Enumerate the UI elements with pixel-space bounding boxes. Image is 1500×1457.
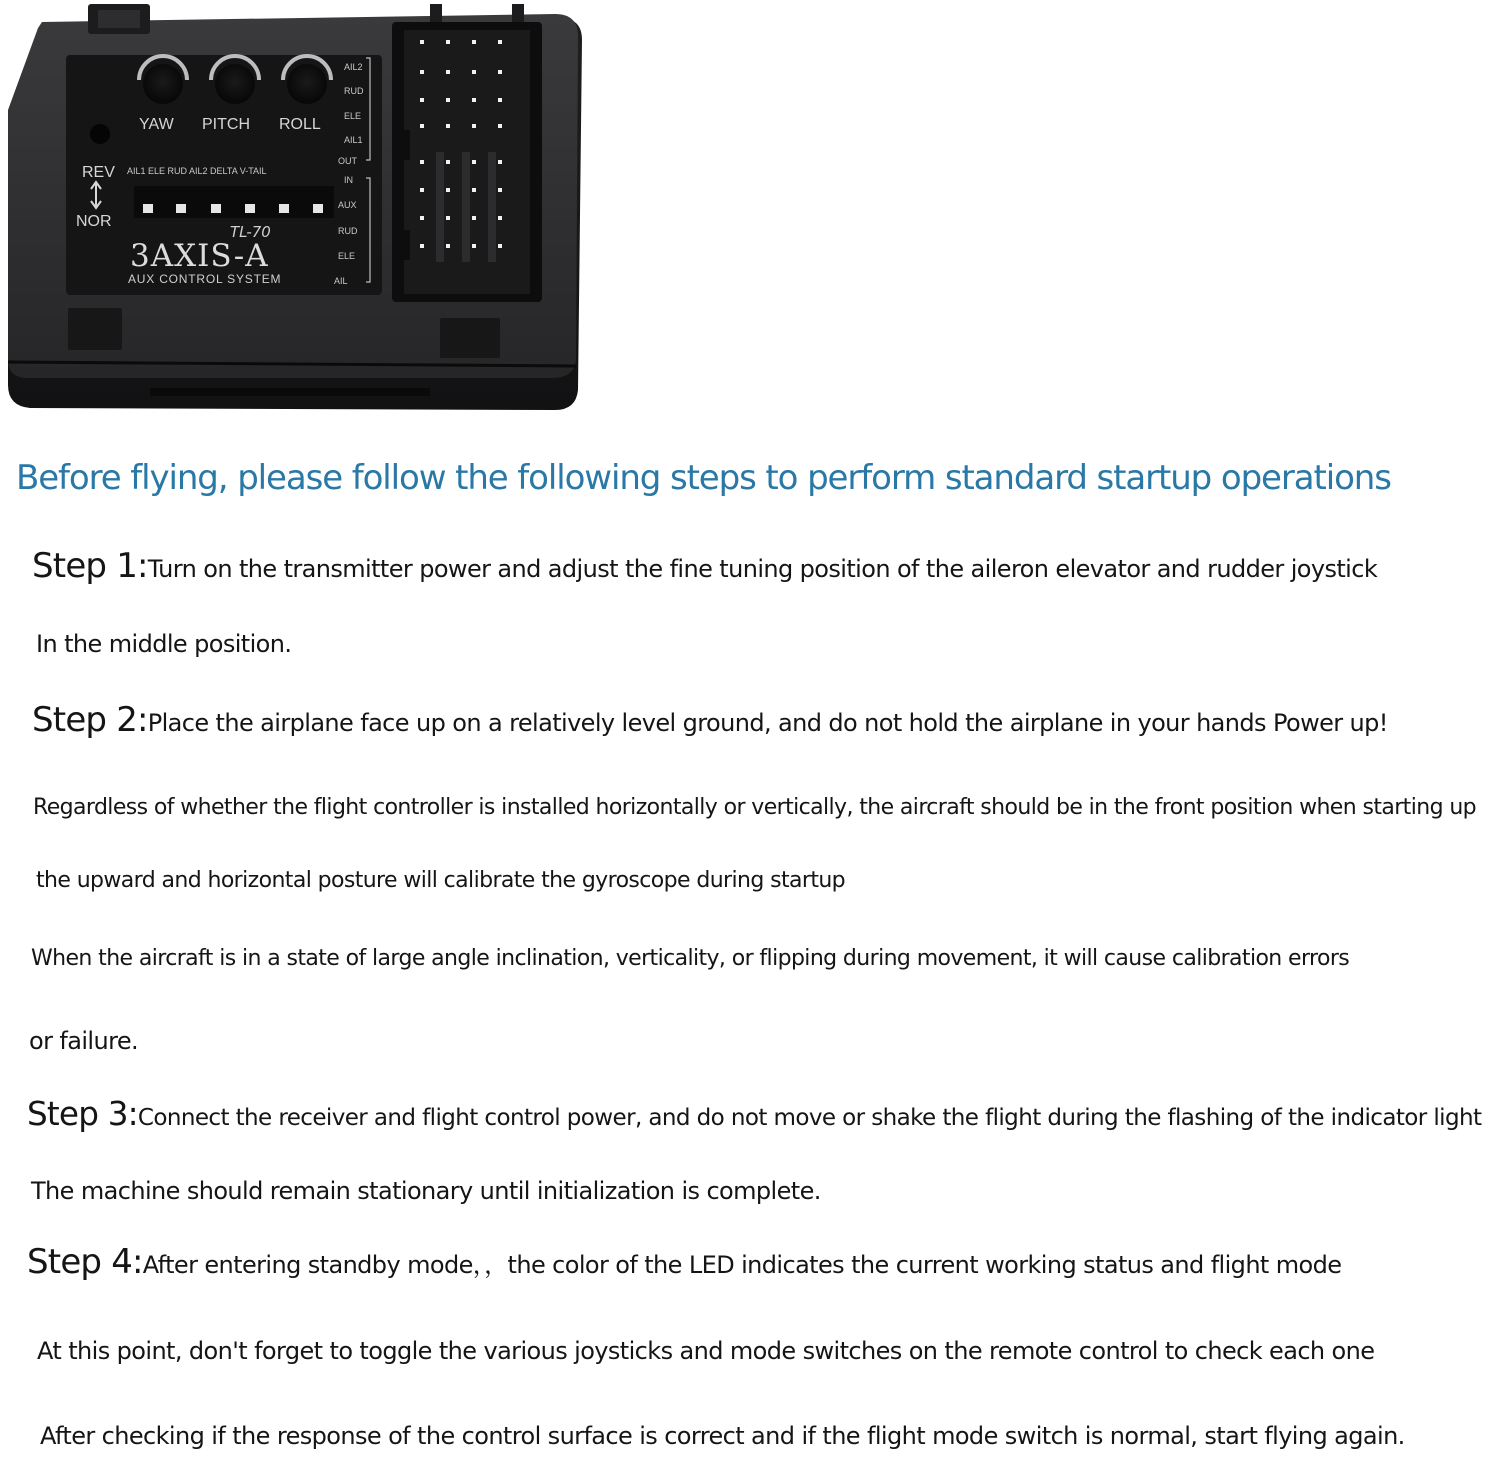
model-label: TL-70 <box>230 223 271 241</box>
step-4 <box>27 1242 1341 1282</box>
in-label-rud: RUD <box>338 226 358 236</box>
page-title: Before flying, please follow the following steps to perform standard startup operations <box>16 458 1391 498</box>
step-3-text: Connect the receiver and flight control power, and do not move or shake the flight during the flashing of the indicator light <box>137 1105 1482 1131</box>
system-subtitle: AUX CONTROL SYSTEM <box>128 272 282 286</box>
in-label-ele: ELE <box>338 251 356 261</box>
out-group-label: OUT <box>338 156 357 166</box>
step-3-continuation: The machine should remain stationary until initialization is complete. <box>31 1177 821 1205</box>
step-4-label: Step 4: <box>27 1242 143 1282</box>
step-3-label: Step 3: <box>27 1095 138 1133</box>
in-label-ail: AIL <box>334 276 348 286</box>
in-group-label: IN <box>344 175 353 185</box>
step-2-line-4: or failure. <box>29 1027 139 1055</box>
step-4-text: After entering standby mode，，the color of the LED indicates the current working status and flight mode <box>142 1251 1342 1279</box>
in-label-aux: AUX <box>338 200 357 210</box>
step-4-line-2: After checking if the response of the control surface is correct and if the flight mode switch is normal, start flying again. <box>40 1422 1405 1450</box>
rev-label: REV <box>82 164 115 181</box>
dip-switch-bank <box>134 186 334 218</box>
pin-header-connector <box>392 22 542 302</box>
step-3 <box>27 1095 1481 1133</box>
knob-label-roll: ROLL <box>279 116 321 133</box>
out-label-rud: RUD <box>344 86 364 96</box>
step-2-line-1: Regardless of whether the flight controller is installed horizontally or vertically, the aircraft should be in the front position when starting up <box>33 795 1477 820</box>
step-1-label: Step 1: <box>32 546 148 586</box>
step-1-text: Turn on the transmitter power and adjust the fine tuning position of the aileron elevator and rudder joystick <box>147 555 1378 583</box>
out-label-ele: ELE <box>344 111 362 121</box>
brand-logo: 3AXIS-A <box>130 238 269 274</box>
out-label-ail1: AIL1 <box>344 135 363 145</box>
out-label-ail2: AIL2 <box>344 62 363 72</box>
step-2-line-2: the upward and horizontal posture will calibrate the gyroscope during startup <box>36 868 846 893</box>
step-2-label: Step 2: <box>32 700 148 740</box>
step-1-continuation: In the middle position. <box>36 630 292 658</box>
nor-label: NOR <box>76 213 112 230</box>
flight-controller-image <box>0 0 590 425</box>
step-2 <box>32 700 1388 740</box>
status-led-icon <box>90 124 110 144</box>
switch-labels: AIL1 ELE RUD AIL2 DELTA V-TAIL <box>127 166 267 176</box>
knob-label-yaw: YAW <box>139 116 174 133</box>
step-2-text: Place the airplane face up on a relatively level ground, and do not hold the airplane in your hands Power up! <box>147 709 1388 737</box>
step-4-line-1: At this point, don't forget to toggle the various joysticks and mode switches on the remote control to check each one <box>37 1337 1375 1365</box>
step-2-line-3: When the aircraft is in a state of large angle inclination, verticality, or flipping during movement, it will cause calibration errors <box>31 946 1350 971</box>
knob-label-pitch: PITCH <box>202 116 250 133</box>
step-1 <box>32 546 1377 586</box>
